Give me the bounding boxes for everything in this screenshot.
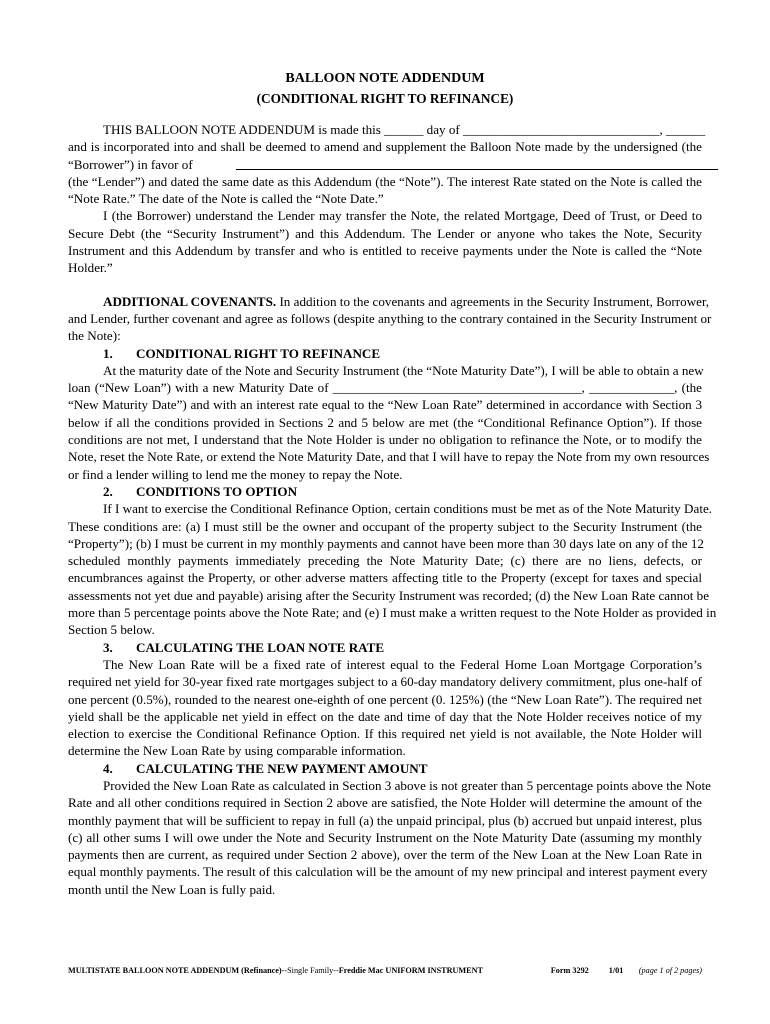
text-line: assessments not yet due and payable) arising after the Security Instrument was recorded; (d) the New Loan Rate cannot be — [68, 587, 710, 603]
text-line: (the “Lender”) and dated the same date as this Addendum (the “Note”). The interest Rate stated on the Note is called the — [68, 173, 702, 189]
transfer-paragraph — [68, 207, 702, 276]
section-title: CALCULATING THE NEW PAYMENT AMOUNT — [136, 760, 428, 776]
text-line: “Property”); (b) I must be current in my monthly payments and cannot have been more than 30 days late on any of the 12 — [68, 535, 704, 551]
text-line: scheduled monthly payments immediately preceding the Note Maturity Date; (c) there are no liens, defects, or — [68, 553, 702, 569]
text-line: and is incorporated into and shall be deemed to amend and supplement the Balloon Note made by the undersigned (the — [68, 139, 702, 155]
section-4-text — [68, 777, 711, 898]
footer-form-number: Form 3292 — [550, 966, 589, 975]
document-title: BALLOON NOTE ADDENDUM — [285, 71, 485, 86]
section-heading — [68, 483, 702, 500]
text-line: conditions are not met, I understand that the Note Holder is under no obligation to refinance the Note, or to modify the — [68, 432, 702, 448]
document-body — [68, 121, 717, 898]
text-line: These conditions are: (a) I must still be the owner and occupant of the property subject to the Security Instrument (the — [68, 518, 702, 534]
text-line: Instrument and this Addendum by transfer and who is entitled to receive payments under the Note is called the “Note — [68, 243, 702, 259]
section-2-text — [68, 500, 717, 638]
text-line: “New Maturity Date”) and with an interest rate equal to the “New Loan Rate” determined in accordance with Section 3 — [68, 397, 702, 413]
text-line: At the maturity date of the Note and Security Instrument (the “Note Maturity Date”), I will be able to obtain a new — [103, 362, 704, 378]
text-line: I (the Borrower) understand the Lender may transfer the Note, the related Mortgage, Deed of Trust, or Deed to — [103, 208, 702, 224]
section-title: CALCULATING THE LOAN NOTE RATE — [136, 639, 385, 655]
text-line — [68, 156, 702, 173]
text-line: the Note): — [68, 328, 121, 344]
text-line: yield shall be the applicable net yield in effect on the date and time of day that the Note Holder receives notice of my — [68, 708, 702, 724]
text-line: determine the New Loan Rate by using comparable information. — [68, 743, 406, 759]
text-line-rest: In addition to the covenants and agreements in the Security Instrument, Borrower, — [276, 293, 710, 309]
text-line: more than 5 percentage points above the Note Rate; and (e) I must make a written request to the Note Holder as provided in — [68, 605, 717, 621]
section-number: 3. — [103, 639, 113, 655]
covenants-paragraph — [68, 293, 712, 345]
footer-page-number: (page 1 of 2 pages) — [638, 966, 702, 975]
section-title: CONDITIONAL RIGHT TO REFINANCE — [136, 345, 381, 361]
text-line: (c) all other sums I will owe under the Note and Security Instrument on the Note Maturity Date (assuming my monthly — [68, 829, 702, 845]
intro-paragraph — [68, 121, 706, 207]
text-line: Section 5 below. — [68, 622, 155, 638]
text-line: Secure Debt (the “Security Instrument”) and this Addendum. The Lender or anyone who takes the Note, Security — [68, 225, 702, 241]
text-line: monthly payment that will be sufficient to repay in full (a) the unpaid principal, plus (b) accrued but unpaid interest, plus — [68, 812, 702, 828]
text-line: Rate and all other conditions required in Section 2 above are satisfied, the Note Holder will determine the amount of the — [68, 795, 702, 811]
text-line: required net yield for 30-year fixed rate mortgages subject to a 60-day mandatory delivery commitment, plus one-half of — [68, 674, 702, 690]
blank-line — [68, 277, 702, 293]
section-heading — [68, 760, 702, 777]
text-line: THIS BALLOON NOTE ADDENDUM is made this ______ day of ______________________________, ______ — [103, 122, 706, 137]
text-line: month until the New Loan is fully paid. — [68, 881, 276, 897]
footer-form-title — [68, 966, 551, 975]
covenants-lead: ADDITIONAL COVENANTS. — [103, 293, 277, 309]
footer-title-plain: --Single Family-- — [281, 966, 339, 975]
text-line: Holder.” — [68, 260, 113, 276]
text-line: one percent (0.5%), rounded to the nearest one-eighth of one percent (0. 125%) (the “New Loan Rate”). The required net — [68, 691, 702, 707]
text-line: Provided the New Loan Rate as calculated in Section 3 above is not greater than 5 percentage points above the Note — [103, 777, 711, 793]
text-line: The New Loan Rate will be a fixed rate of interest equal to the Federal Home Loan Mortgage Corporation’s — [103, 656, 702, 672]
lender-name-blank[interactable] — [236, 156, 718, 170]
document-subtitle: (CONDITIONAL RIGHT TO REFINANCE) — [256, 91, 514, 106]
section-heading — [68, 345, 702, 362]
footer-title-bold: MULTISTATE BALLOON NOTE ADDENDUM (Refinance) — [68, 966, 282, 975]
section-title: CONDITIONS TO OPTION — [136, 483, 298, 499]
text-line: encumbrances against the Property, or other adverse matters affecting title to the Property (except for taxes and special — [68, 570, 702, 586]
text-line: Note, reset the Note Rate, or extend the Note Maturity Date, and that I will have to repay the Note from my own resources — [68, 449, 710, 465]
text-line: or find a lender willing to lend me the money to repay the Note. — [68, 466, 403, 482]
footer-title-bold2: Freddie Mac UNIFORM INSTRUMENT — [338, 966, 483, 975]
text-line: If I want to exercise the Conditional Refinance Option, certain conditions must be met as of the Note Maturity Date. — [103, 501, 713, 517]
text-line: payments then are current, as required under Section 2 above), over the term of the New Loan at the New Loan Rate in — [68, 847, 702, 863]
text-line: “Note Rate.” The date of the Note is called the “Note Date.” — [68, 191, 384, 207]
section-number: 1. — [103, 345, 113, 361]
text-line: below if all the conditions provided in Sections 2 and 5 below are met (the “Conditional Refinance Option”). If those — [68, 414, 702, 430]
text-line: and Lender, further covenant and agree as follows (despite anything to the contrary contained in the Security Instrument or — [68, 310, 712, 326]
footer-form-date: 1/01 — [608, 966, 624, 975]
text-line: election to exercise the Conditional Refinance Option. If this required net yield is not available, the Note Holder will — [68, 726, 702, 742]
section-3-text — [68, 656, 702, 760]
section-1-text — [68, 362, 710, 483]
text-line: loan (“New Loan”) with a new Maturity Date of ______________________________________, _____________, (the — [68, 380, 702, 396]
section-heading — [68, 639, 702, 656]
text-line — [68, 293, 710, 310]
section-number: 2. — [103, 483, 113, 499]
page-footer — [68, 966, 702, 975]
text-line: equal monthly payments. The result of this calculation will be the amount of my new principal and interest payment every — [68, 864, 708, 880]
section-number: 4. — [103, 760, 113, 776]
text-line-label: “Borrower”) in favor of — [68, 156, 193, 172]
